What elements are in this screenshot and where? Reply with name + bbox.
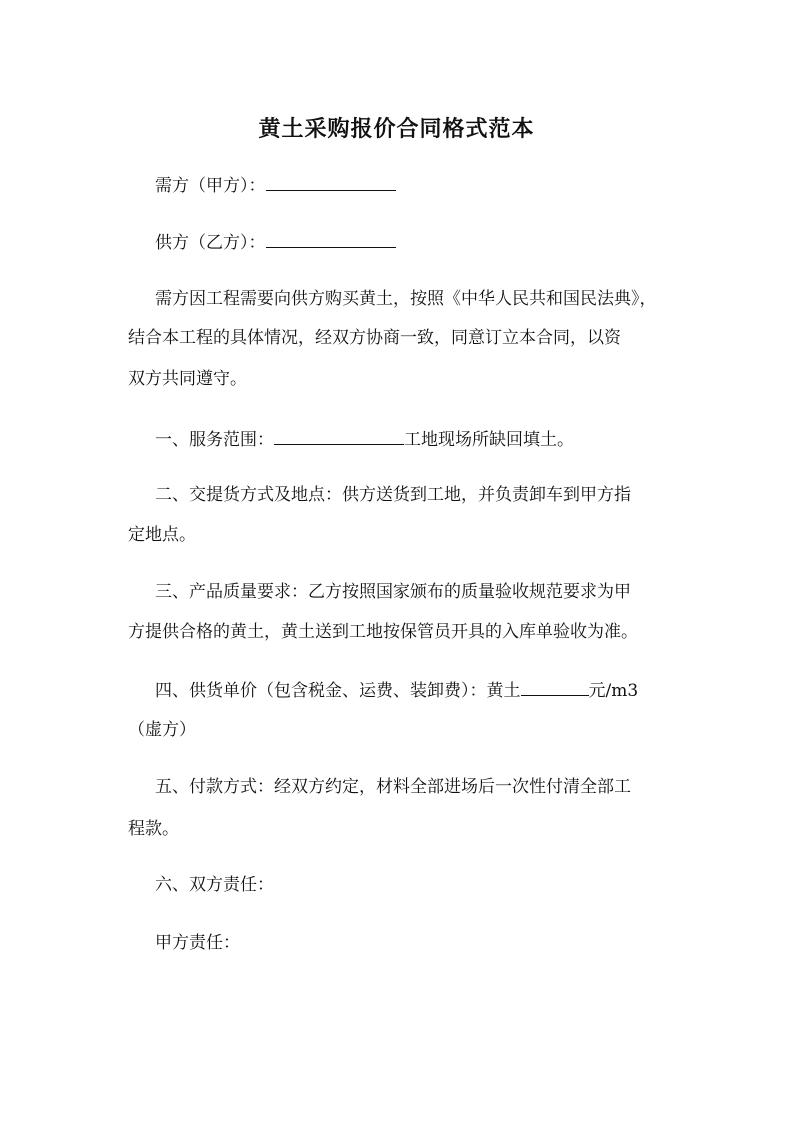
clause-4-line-1 (155, 679, 676, 702)
clause-1-line (155, 428, 676, 451)
clause-5-line-1: 五、付款方式：经双方约定，材料全部进场后一次性付清全部工 (155, 777, 631, 797)
clause-1-suffix: 工地现场所缺回填土。 (404, 430, 574, 450)
clause-6-heading: 六、双方责任： (155, 875, 274, 895)
clause-4-line-2: （虚方） (128, 720, 196, 740)
clause-2-line-2: 定地点。 (128, 525, 196, 545)
intro-line-3: 双方共同遵守。 (128, 369, 247, 389)
party-a-blank (266, 174, 396, 191)
clause-2-line-1: 二、交提货方式及地点：供方送货到工地，并负责卸车到甲方指 (155, 485, 631, 505)
clause-1-prefix: 一、服务范围： (155, 430, 274, 450)
party-a-duty-heading: 甲方责任： (155, 933, 240, 953)
document-title: 黄土采购报价合同格式范本 (258, 116, 535, 142)
party-a-line (155, 174, 676, 197)
clause-4-blank (521, 679, 589, 696)
clause-3-line-2: 方提供合格的黄土，黄土送到工地按保管员开具的入库单验收为准。 (128, 622, 638, 642)
clause-1-blank (274, 428, 404, 445)
party-b-blank (266, 231, 396, 248)
clause-3-line-1: 三、产品质量要求：乙方按照国家颁布的质量验收规范要求为甲 (155, 582, 631, 602)
clause-4-suffix: 元/m3 (588, 681, 639, 701)
party-b-line (155, 231, 676, 254)
intro-line-2: 结合本工程的具体情况，经双方协商一致，同意订立本合同，以资 (128, 328, 621, 348)
intro-line-1: 需方因工程需要向供方购买黄土，按照《中华人民共和国民法典》， (155, 289, 657, 309)
clause-5-line-2: 程款。 (128, 819, 179, 839)
party-a-label: 需方（甲方）： (155, 176, 266, 196)
clause-4-prefix: 四、供货单价（包含税金、运费、装卸费）：黄土 (155, 681, 521, 701)
party-b-label: 供方（乙方）： (155, 233, 266, 253)
